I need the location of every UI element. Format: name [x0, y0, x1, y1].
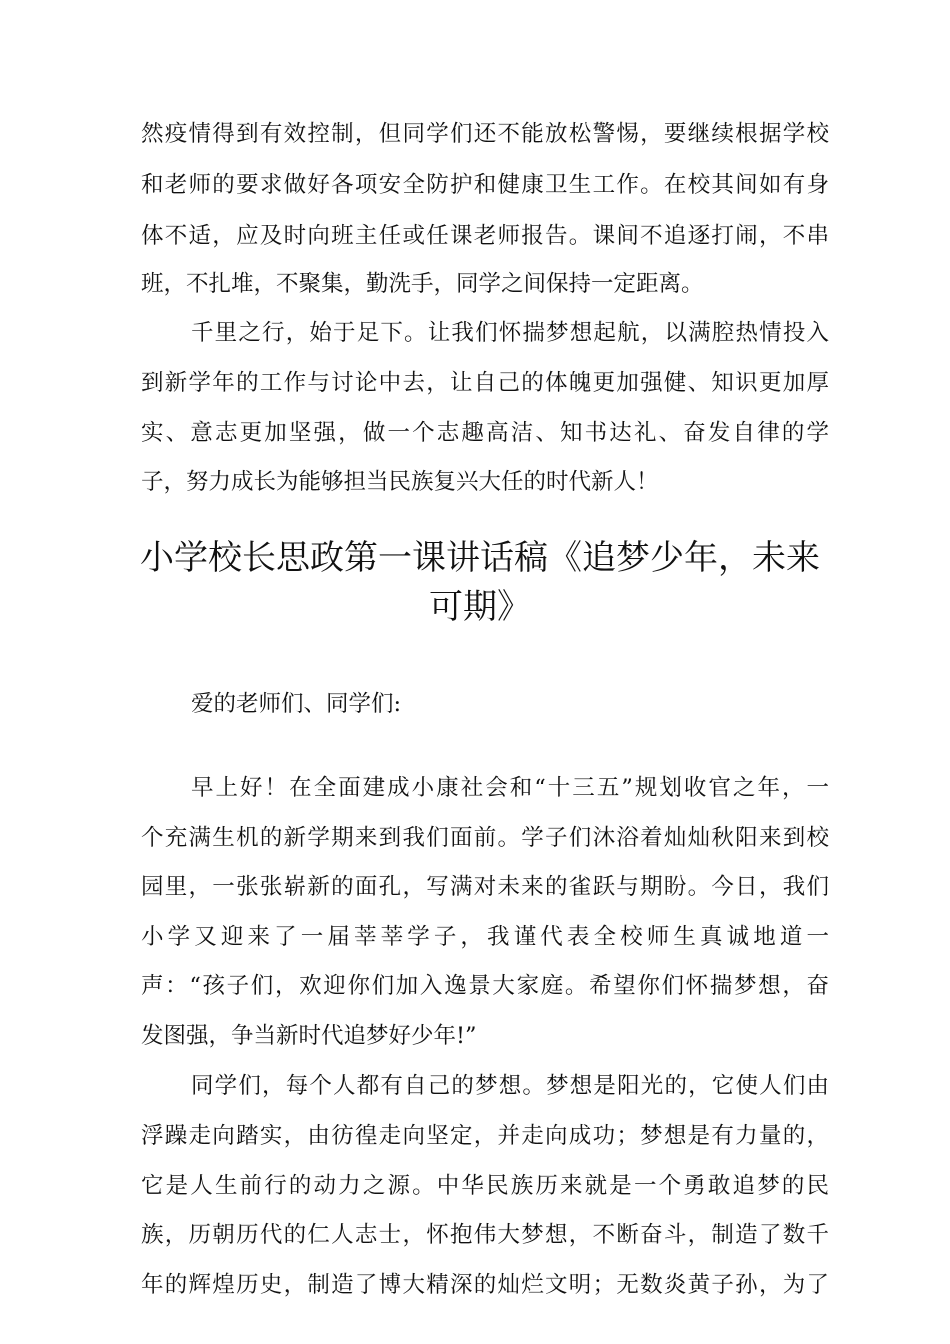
paragraph-line: 声：“孩子们，欢迎你们加入逸景大家庭。希望你们怀揣梦想，奋 [141, 973, 829, 999]
salutation: 爱的老师们、同学们: [191, 691, 402, 717]
document-title-line: 可期》 [429, 587, 531, 627]
paragraph-line: 浮躁走向踏实，由彷徨走向坚定，并走向成功；梦想是有力量的， [141, 1123, 829, 1149]
paragraph-line: 到新学年的工作与讨论中去，让自己的体魄更加强健、知识更加厚 [141, 370, 829, 396]
paragraph-line: 年的辉煌历史，制造了博大精深的灿烂文明；无数炎黄子孙，为了 [141, 1272, 829, 1298]
paragraph-line: 小学又迎来了一届莘莘学子，我谨代表全校师生真诚地道一 [141, 924, 829, 950]
paragraph-line: 它是人生前行的动力之源。中华民族历来就是一个勇敢追梦的民 [141, 1173, 829, 1199]
paragraph-line: 同学们，每个人都有自己的梦想。梦想是阳光的，它使人们由 [191, 1073, 829, 1099]
paragraph-line: 早上好！在全面建成小康社会和“十三五”规划收官之年，一 [191, 775, 829, 801]
paragraph-line: 子，努力成长为能够担当民族复兴大任的时代新人！ [141, 469, 659, 495]
paragraph-line: 发图强，争当新时代追梦好少年!” [141, 1023, 477, 1049]
paragraph-line: 千里之行，始于足下。让我们怀揣梦想起航，以满腔热情投入 [191, 320, 829, 346]
paragraph-line: 园里，一张张崭新的面孔，写满对未来的雀跃与期盼。今日，我们 [141, 874, 829, 900]
paragraph-line: 族，历朝历代的仁人志士，怀抱伟大梦想，不断奋斗，制造了数千 [141, 1222, 829, 1248]
paragraph-line: 然疫情得到有效控制，但同学们还不能放松警惕，要继续根据学校 [141, 121, 829, 147]
paragraph-line: 个充满生机的新学期来到我们面前。学子们沐浴着灿灿秋阳来到校 [141, 825, 829, 851]
paragraph-line: 实、意志更加坚强，做一个志趣高洁、知书达礼、奋发自律的学 [141, 420, 829, 446]
paragraph-line: 和老师的要求做好各项安全防护和健康卫生工作。在校其间如有身 [141, 172, 829, 198]
paragraph-line: 体不适，应及时向班主任或任课老师报告。课间不追逐打闹，不串 [141, 223, 829, 249]
paragraph-line: 班，不扎堆，不聚集，勤洗手，同学之间保持一定距离。 [141, 271, 704, 297]
document-title-line: 小学校长思政第一课讲话稿《追梦少年，未来 [140, 538, 820, 578]
